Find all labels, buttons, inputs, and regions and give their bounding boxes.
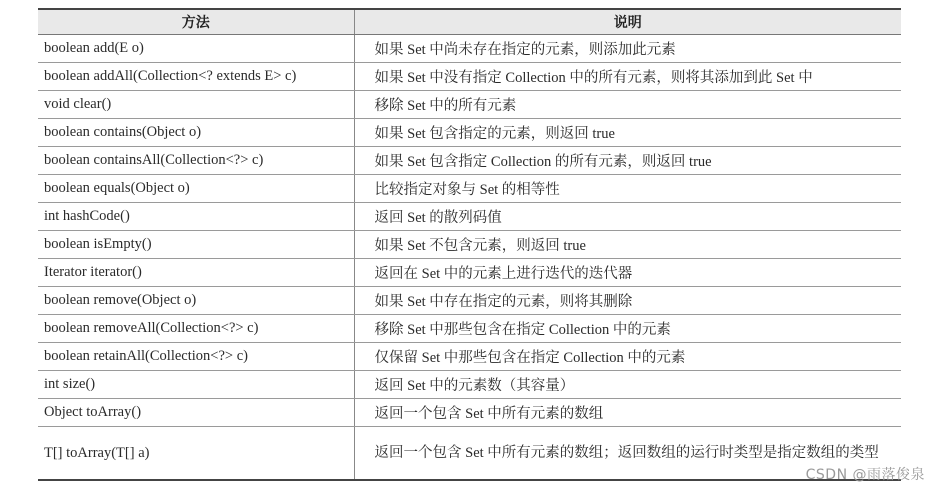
description-cell: 仅保留 Set 中那些包含在指定 Collection 中的元素: [354, 343, 901, 371]
table-row: [38, 259, 901, 287]
method-cell: T[] toArray(T[] a): [38, 427, 354, 481]
method-cell: boolean removeAll(Collection<?> c): [38, 315, 354, 343]
table-row: [38, 175, 901, 203]
method-cell: boolean add(E o): [38, 35, 354, 63]
table-row: [38, 147, 901, 175]
method-cell: boolean remove(Object o): [38, 287, 354, 315]
method-cell: Iterator iterator(): [38, 259, 354, 287]
table-row: [38, 203, 901, 231]
method-cell: boolean contains(Object o): [38, 119, 354, 147]
method-cell: boolean addAll(Collection<? extends E> c): [38, 63, 354, 91]
header-description: 说明: [354, 9, 901, 35]
method-cell: boolean containsAll(Collection<?> c): [38, 147, 354, 175]
method-cell: Object toArray(): [38, 399, 354, 427]
table-row: [38, 343, 901, 371]
method-cell: int size(): [38, 371, 354, 399]
description-cell: 移除 Set 中的所有元素: [354, 91, 901, 119]
set-methods-table: [38, 8, 901, 481]
description-cell: 如果 Set 包含指定 Collection 的所有元素，则返回 true: [354, 147, 901, 175]
table-row: [38, 119, 901, 147]
description-cell: 比较指定对象与 Set 的相等性: [354, 175, 901, 203]
description-cell: 返回 Set 中的元素数（其容量）: [354, 371, 901, 399]
table-row: [38, 371, 901, 399]
description-cell: 返回一个包含 Set 中所有元素的数组；返回数组的运行时类型是指定数组的类型: [354, 427, 901, 481]
table-row: [38, 287, 901, 315]
header-method: 方法: [38, 9, 354, 35]
description-cell: 返回 Set 的散列码值: [354, 203, 901, 231]
table-row: [38, 35, 901, 63]
table-row: [38, 427, 901, 481]
table-header-row: [38, 9, 901, 35]
table-row: [38, 315, 901, 343]
description-cell: 如果 Set 不包含元素，则返回 true: [354, 231, 901, 259]
table-row: [38, 231, 901, 259]
method-cell: boolean equals(Object o): [38, 175, 354, 203]
description-cell: 返回一个包含 Set 中所有元素的数组: [354, 399, 901, 427]
method-cell: boolean isEmpty(): [38, 231, 354, 259]
table-row: [38, 91, 901, 119]
description-cell: 如果 Set 包含指定的元素，则返回 true: [354, 119, 901, 147]
table-row: [38, 63, 901, 91]
description-cell: 移除 Set 中那些包含在指定 Collection 中的元素: [354, 315, 901, 343]
table-row: [38, 399, 901, 427]
description-cell: 如果 Set 中没有指定 Collection 中的所有元素，则将其添加到此 Set 中: [354, 63, 901, 91]
description-cell: 返回在 Set 中的元素上进行迭代的迭代器: [354, 259, 901, 287]
description-cell: 如果 Set 中尚未存在指定的元素，则添加此元素: [354, 35, 901, 63]
method-cell: int hashCode(): [38, 203, 354, 231]
method-cell: boolean retainAll(Collection<?> c): [38, 343, 354, 371]
method-cell: void clear(): [38, 91, 354, 119]
description-cell: 如果 Set 中存在指定的元素，则将其删除: [354, 287, 901, 315]
csdn-watermark: CSDN @雨落俊泉: [805, 467, 925, 483]
